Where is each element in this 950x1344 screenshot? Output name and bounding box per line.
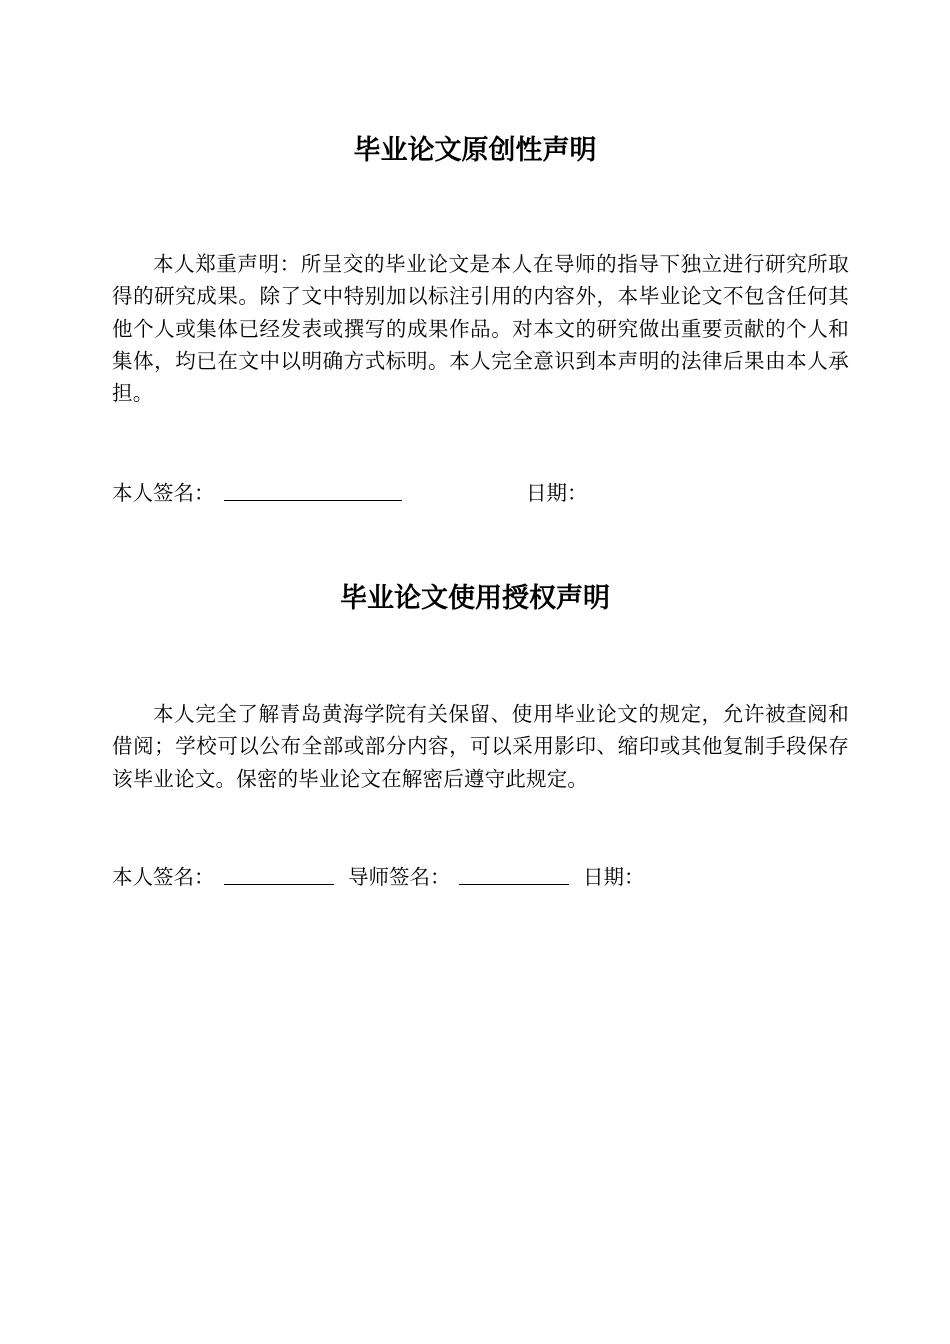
originality-declaration-body: 本人郑重声明：所呈交的毕业论文是本人在导师的指导下独立进行研究所取得的研究成果。除了文中特别加以标注引用的内容外，本毕业论文不包含任何其他个人或集体已经发表或撰写的成果作品。对本文的研究做出重要贡献的个人和集体，均已在文中以明确方式标明。本人完全意识到本声明的法律后果由本人承担。 xyxy=(112,252,849,406)
date-label: 日期： xyxy=(583,865,645,889)
author-signature-label: 本人签名： xyxy=(112,481,215,505)
authorization-declaration-title: 毕业论文使用授权声明 xyxy=(340,583,610,614)
originality-declaration-title: 毕业论文原创性声明 xyxy=(353,135,597,166)
date-label: 日期： xyxy=(526,481,588,505)
author-signature-line[interactable] xyxy=(224,500,402,501)
advisor-signature-line[interactable] xyxy=(459,884,569,885)
author-signature-line[interactable] xyxy=(224,884,334,885)
author-signature-label: 本人签名： xyxy=(112,865,215,889)
authorization-declaration-body: 本人完全了解青岛黄海学院有关保留、使用毕业论文的规定，允许被查阅和借阅；学校可以公布全部或部分内容，可以采用影印、缩印或其他复制手段保存该毕业论文。保密的毕业论文在解密后遵守此规定。 xyxy=(112,702,849,791)
advisor-signature-label: 导师签名： xyxy=(348,865,451,889)
